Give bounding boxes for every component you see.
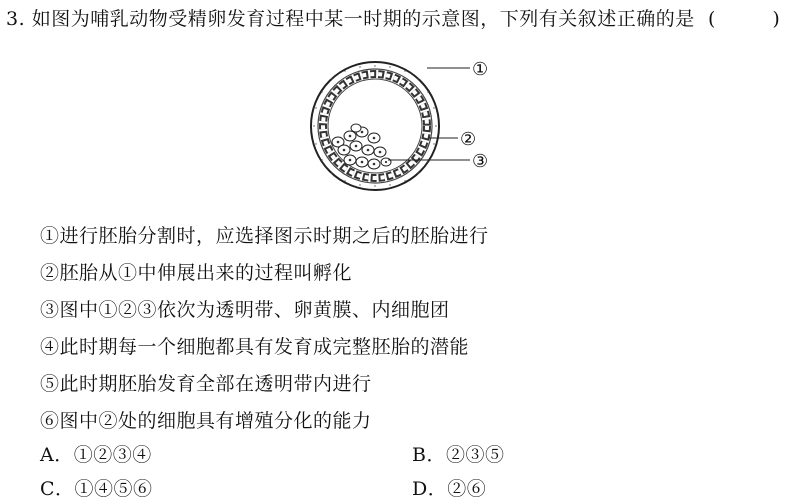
question-number: 3. [6,8,26,30]
zona-pellucida [311,62,439,190]
statement-3: ③图中①②③依次为透明带、卵黄膜、内细胞团 [40,299,450,321]
statement-6: ⑥图中②处的细胞具有增殖分化的能力 [40,410,372,432]
option-a-text: ①②③④ [73,444,152,466]
question-stem [6,4,695,31]
option-d[interactable] [412,474,486,501]
answer-bracket: ( ) [708,8,780,30]
option-c-letter: C． [40,478,75,500]
option-c-text: ①④⑤⑥ [74,478,153,500]
option-c[interactable] [40,474,153,501]
statement-5: ⑤此时期胚胎发育全部在透明带内进行 [40,373,372,395]
option-b-text: ②③⑤ [445,444,505,466]
option-b[interactable] [412,440,504,467]
option-a[interactable] [40,440,152,467]
option-d-text: ②⑥ [447,478,487,500]
figure-label-2: ② [460,129,477,150]
blastocyst-diagram [310,48,510,208]
statement-2: ②胚胎从①中伸展出来的过程叫孵化 [40,262,353,284]
figure-label-1: ① [472,59,489,80]
statement-list [40,218,489,440]
figure-label-3: ③ [472,151,489,172]
statement-1: ①进行胚胎分割时，应选择图示时期之后的胚胎进行 [40,225,489,247]
question-text: 如图为哺乳动物受精卵发育过程中某一时期的示意图，下列有关叙述正确的是 [31,8,695,30]
option-d-letter: D． [412,478,448,500]
option-a-letter: A． [40,444,74,466]
option-b-letter: B． [412,444,446,466]
statement-4: ④此时期每一个细胞都具有发育成完整胚胎的潜能 [40,336,470,358]
